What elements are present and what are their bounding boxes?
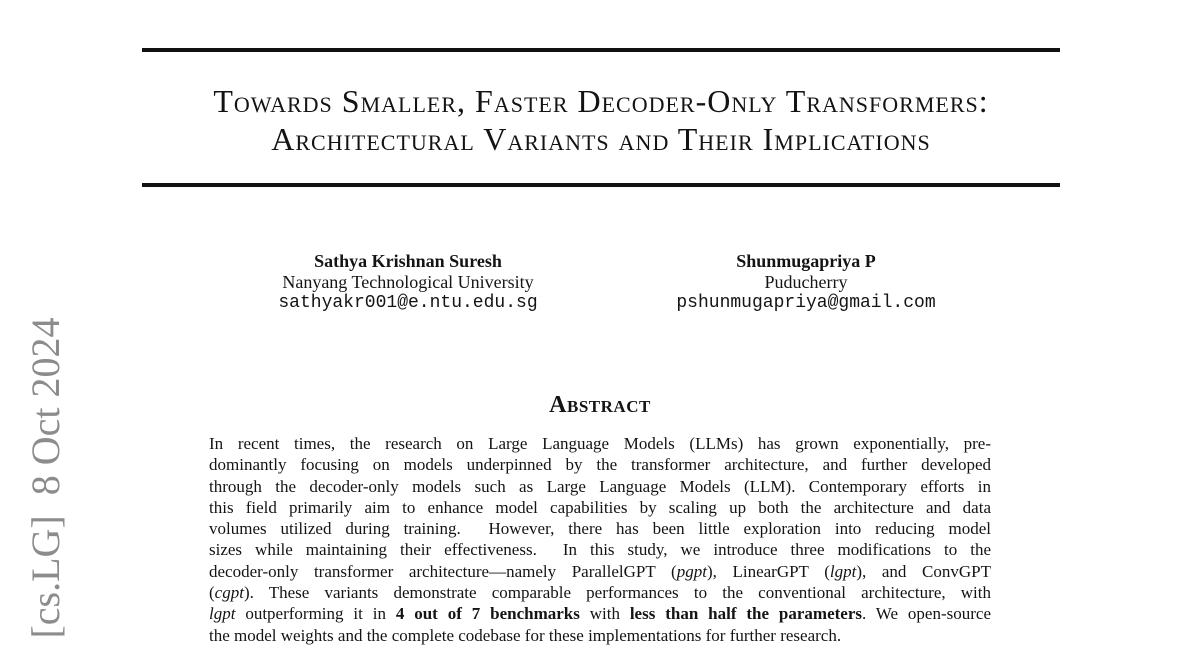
paper-title-line2: Architectural Variants and Their Implications	[271, 121, 931, 157]
author-email: sathyakr001@e.ntu.edu.sg	[278, 293, 538, 313]
author-affiliation: Puducherry	[764, 272, 848, 292]
author-email: pshunmugapriya@gmail.com	[676, 293, 936, 313]
abstract-line: (cgpt). These variants demonstrate comparable performances to the conventional architecture, with	[209, 583, 991, 603]
abstract-text	[209, 433, 991, 646]
abstract-line: through the decoder-only models such as Large Language Models (LLM). Contemporary efforts in	[209, 476, 991, 496]
author-block-2	[676, 251, 935, 314]
abstract-line: the model weights and the complete codebase for these implementations for further research.	[209, 625, 842, 645]
title-rule-bottom	[142, 183, 1060, 187]
author-block-1	[278, 251, 537, 314]
abstract-line: sizes while maintaining their effectiveness. In this study, we introduce three modifications to the	[209, 540, 991, 560]
abstract-line: volumes utilized during training. However, there has been little exploration into reducing model	[209, 519, 991, 539]
abstract-line: dominantly focusing on models underpinned by the transformer architecture, and further developed	[209, 455, 991, 475]
author-affiliation: Nanyang Technological University	[282, 272, 534, 292]
author-name: Shunmugapriya P	[736, 251, 876, 271]
paper-title-line1: Towards Smaller, Faster Decoder-Only Transformers:	[213, 83, 989, 119]
abstract-heading: Abstract	[549, 392, 651, 418]
title-rule-top	[142, 48, 1060, 52]
paper-title	[142, 82, 1060, 158]
abstract-line: In recent times, the research on Large Language Models (LLMs) has grown exponentially, pre-	[209, 434, 991, 453]
abstract-line: lgpt outperforming it in 4 out of 7 benchmarks with less than half the parameters. We open-source	[209, 604, 991, 624]
arxiv-watermark: [cs.LG] 8 Oct 2024	[23, 317, 68, 639]
abstract-line: decoder-only transformer architecture—namely ParallelGPT (pgpt), LinearGPT (lgpt), and ConvGPT	[209, 561, 991, 581]
abstract-line: this field primarily aim to enhance model capabilities by scaling up both the architecture and data	[209, 497, 991, 517]
author-name: Sathya Krishnan Suresh	[314, 251, 502, 271]
